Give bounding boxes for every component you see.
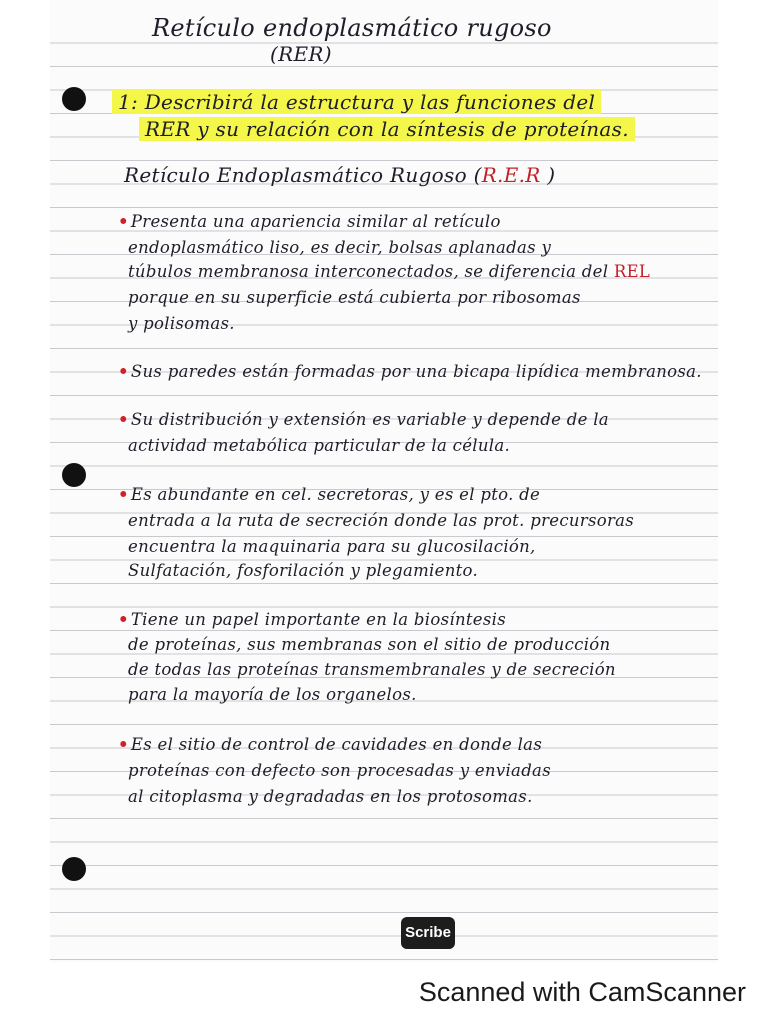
paragraph-line: • Es abundante en cel. secretoras, y es el pto. de bbox=[118, 485, 541, 504]
paragraph-line: • Tiene un papel importante en la biosíntesis bbox=[118, 610, 506, 629]
punch-hole bbox=[62, 857, 86, 881]
paragraph-line: encuentra la maquinaria para su glucosilación, bbox=[128, 537, 536, 556]
paragraph-line: Sulfatación, fosforilación y plegamiento. bbox=[128, 561, 479, 580]
paragraph-line: • Es el sitio de control de cavidades en donde las bbox=[118, 735, 543, 754]
punch-hole bbox=[62, 463, 86, 487]
punch-hole bbox=[62, 87, 86, 111]
question-line: RER y su relación con la síntesis de proteínas. bbox=[145, 117, 635, 141]
paragraph-line: • Presenta una apariencia similar al retículo bbox=[118, 212, 501, 231]
paragraph-line: porque en su superficie está cubierta por ribosomas bbox=[128, 288, 581, 307]
paragraph-line: al citoplasma y degradadas en los protosomas. bbox=[128, 787, 533, 806]
camscanner-footer: Scanned with CamScanner bbox=[418, 977, 746, 1007]
notebook-page bbox=[50, 0, 718, 962]
paragraph-line: de proteínas, sus membranas son el sitio de producción bbox=[128, 635, 611, 654]
paragraph-line: proteínas con defecto son procesadas y enviadas bbox=[128, 761, 551, 780]
paragraph-line: túbulos membranosa interconectados, se diferencia del REL bbox=[128, 262, 651, 281]
paragraph-line: y polisomas. bbox=[128, 314, 235, 333]
paragraph-line: • Sus paredes están formadas por una bicapa lipídica membranosa. bbox=[118, 362, 702, 381]
section-heading: Retículo Endoplasmático Rugoso (R.E.R ) bbox=[124, 163, 556, 187]
page-title-abbr: (RER) bbox=[270, 42, 332, 66]
paragraph-line: para la mayoría de los organelos. bbox=[128, 685, 417, 704]
question-line: 1: Describirá la estructura y las funciones del bbox=[118, 90, 601, 114]
paragraph-line: actividad metabólica particular de la célula. bbox=[128, 436, 511, 455]
scribe-logo-badge: Scribe bbox=[401, 917, 455, 949]
paragraph-line: de todas las proteínas transmembranales y de secreción bbox=[128, 660, 616, 679]
page-title: Retículo endoplasmático rugoso bbox=[152, 14, 552, 42]
paragraph-line: entrada a la ruta de secreción donde las prot. precursoras bbox=[128, 511, 635, 530]
paragraph-line: endoplasmático liso, es decir, bolsas aplanadas y bbox=[128, 238, 552, 257]
paragraph-line: • Su distribución y extensión es variable y depende de la bbox=[118, 410, 609, 429]
